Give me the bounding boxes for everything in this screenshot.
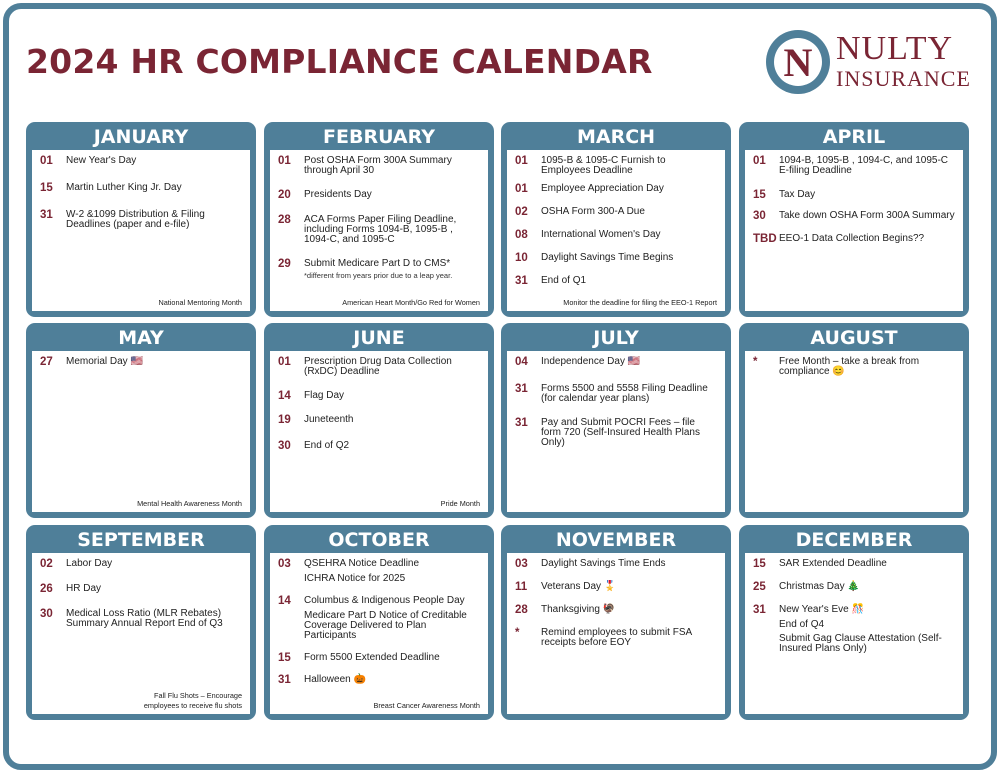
event-date: 01 (278, 356, 291, 368)
month-name: SEPTEMBER (77, 529, 205, 551)
month-name: NOVEMBER (555, 529, 677, 551)
event-label: Take down OSHA Form 300A Summary (779, 210, 955, 221)
logo-letter: N (774, 38, 822, 86)
event-date: 02 (515, 206, 528, 218)
event-row (753, 357, 955, 377)
event-date: * (753, 356, 758, 368)
event-label: Employee Appreciation Day (541, 183, 664, 194)
month-name: MAY (118, 327, 164, 349)
event-date: 01 (40, 155, 53, 167)
month-events (32, 351, 250, 512)
event-text (66, 183, 242, 193)
event-label: New Year's Eve 🎊 (779, 604, 864, 615)
event-text (541, 253, 717, 263)
nulty-insurance-logo (766, 30, 970, 96)
event-text (779, 634, 955, 654)
event-text (66, 559, 242, 569)
event-row (515, 276, 717, 287)
event-date: 10 (515, 252, 528, 264)
month-card-may (26, 323, 256, 518)
event-row (515, 628, 717, 648)
event-label: Daylight Savings Time Begins (541, 252, 674, 263)
event-date: 28 (278, 214, 291, 226)
event-label: Thanksgiving 🦃 (541, 604, 616, 615)
month-events (507, 150, 725, 311)
event-label: 1095-B & 1095-C Furnish to Employees Deadline (541, 155, 666, 176)
event-label: HR Day (66, 583, 102, 594)
page-title: 2024 HR COMPLIANCE CALENDAR (26, 42, 653, 81)
event-text (541, 582, 717, 592)
event-row (515, 582, 717, 593)
month-events (745, 553, 963, 714)
event-row (515, 230, 717, 241)
event-row (753, 634, 955, 654)
event-text (541, 207, 717, 217)
month-observance: Monitor the deadline for filing the EEO-1 Report (563, 297, 717, 307)
event-label: Prescription Drug Data Collection (RxDC) Deadline (304, 356, 452, 377)
month-events (32, 553, 250, 714)
event-text (541, 230, 717, 240)
event-text (541, 628, 717, 648)
event-label: QSEHRA Notice Deadline (304, 558, 420, 569)
event-label: Form 5500 Extended Deadline (304, 652, 440, 663)
month-observance: National Mentoring Month (158, 297, 242, 307)
event-date: 31 (515, 383, 528, 395)
month-observance: Pride Month (440, 498, 480, 508)
month-events (270, 150, 488, 311)
month-name: JUNE (353, 327, 405, 349)
event-text (541, 276, 717, 286)
event-text (779, 605, 955, 615)
event-date: 15 (278, 652, 291, 664)
month-events (507, 351, 725, 512)
event-date: 20 (278, 189, 291, 201)
event-label: Martin Luther King Jr. Day (66, 182, 182, 193)
event-date: 15 (753, 558, 766, 570)
month-events (745, 150, 963, 311)
event-label: Medicare Part D Notice of Creditable Coverage Delivered to Plan Participants (304, 610, 467, 641)
event-date: 28 (515, 604, 528, 616)
month-card-june (264, 323, 494, 518)
month-events (270, 351, 488, 512)
event-row (278, 441, 480, 452)
event-row (278, 259, 480, 281)
event-text (66, 210, 242, 230)
month-card-october (264, 525, 494, 720)
event-text (304, 391, 480, 401)
event-row (278, 559, 480, 570)
event-label: Flag Day (304, 390, 345, 401)
event-text (541, 559, 717, 569)
month-events (507, 553, 725, 714)
event-label: Free Month – take a break from compliance 😊 (779, 356, 920, 377)
event-text (304, 190, 480, 200)
event-row (40, 559, 242, 570)
event-row (278, 190, 480, 201)
event-row (515, 184, 717, 195)
event-text (541, 357, 717, 367)
event-date: 01 (278, 155, 291, 167)
event-text (779, 582, 955, 592)
event-date: 03 (278, 558, 291, 570)
event-label: Medical Loss Ratio (MLR Rebates) Summary Annual Report End of Q3 (66, 608, 223, 629)
event-label: Post OSHA Form 300A Summary through April 30 (304, 155, 452, 176)
month-observance: Mental Health Awareness Month (137, 498, 242, 508)
event-date: 31 (40, 209, 53, 221)
event-row (753, 211, 955, 222)
event-date: 14 (278, 390, 291, 402)
event-date: 14 (278, 595, 291, 607)
logo-circle-icon (766, 30, 830, 94)
month-observance: Breast Cancer Awareness Month (373, 700, 480, 710)
event-label: Independence Day 🇺🇸 (541, 356, 641, 367)
event-text (304, 156, 480, 176)
month-observance: American Heart Month/Go Red for Women (342, 297, 480, 307)
event-note: *different from years prior due to a leap year. (304, 271, 453, 280)
month-card-march (501, 122, 731, 317)
event-date: 25 (753, 581, 766, 593)
event-label: Tax Day (779, 189, 816, 200)
event-label: Presidents Day (304, 189, 372, 200)
event-label: Columbus & Indigenous People Day (304, 595, 465, 606)
month-name: APRIL (822, 126, 886, 148)
event-label: Submit Medicare Part D to CMS* (304, 258, 451, 269)
event-text (66, 584, 242, 594)
event-date: TBD (753, 233, 777, 245)
event-text (779, 190, 955, 200)
event-text (304, 596, 480, 606)
event-row (278, 653, 480, 664)
event-date: 04 (515, 356, 528, 368)
event-date: 01 (515, 183, 528, 195)
event-row (515, 384, 717, 404)
event-text (304, 215, 480, 245)
event-text (304, 441, 480, 451)
event-label: Juneteenth (304, 414, 354, 425)
event-text (541, 384, 717, 404)
event-date: 02 (40, 558, 53, 570)
event-date: 31 (515, 417, 528, 429)
event-date: 30 (40, 608, 53, 620)
event-row (40, 357, 242, 368)
event-date: 30 (753, 210, 766, 222)
event-text (541, 418, 717, 448)
event-text (304, 653, 480, 663)
event-label: ACA Forms Paper Filing Deadline, including Forms 1094-B, 1095-B , 1094-C, and 1095-C (304, 214, 457, 245)
event-row (278, 215, 480, 245)
event-row (515, 253, 717, 264)
event-row (515, 207, 717, 218)
event-date: 30 (278, 440, 291, 452)
event-text (541, 605, 717, 615)
event-text (779, 559, 955, 569)
month-name: MARCH (576, 126, 656, 148)
month-card-february (264, 122, 494, 317)
event-row (278, 156, 480, 176)
month-observance: Fall Flu Shots – Encourage employees to receive flu shots (143, 691, 242, 710)
event-label: ICHRA Notice for 2025 (304, 573, 406, 584)
event-date: * (515, 627, 520, 639)
event-label: Daylight Savings Time Ends (541, 558, 666, 569)
event-text (779, 211, 955, 221)
event-text (304, 415, 480, 425)
event-row (278, 611, 480, 641)
event-text (304, 559, 480, 569)
event-date: 31 (515, 275, 528, 287)
month-card-november (501, 525, 731, 720)
logo-line-1: NULTY (836, 30, 954, 67)
event-row (515, 418, 717, 448)
event-row (515, 605, 717, 616)
event-row (278, 391, 480, 402)
month-card-january (26, 122, 256, 317)
event-date: 03 (515, 558, 528, 570)
event-label: Pay and Submit POCRI Fees – file form 720 (Self-Insured Health Plans Only) (541, 417, 700, 448)
event-text (779, 357, 955, 377)
event-text (779, 156, 955, 176)
event-row (753, 620, 955, 630)
month-name: DECEMBER (795, 529, 913, 551)
event-row (278, 415, 480, 426)
event-date: 26 (40, 583, 53, 595)
event-row (753, 582, 955, 593)
month-name: AUGUST (810, 327, 898, 349)
event-label: Veterans Day 🎖️ (541, 581, 617, 592)
event-row (753, 190, 955, 201)
event-text (779, 620, 955, 630)
event-date: 01 (753, 155, 766, 167)
event-label: Halloween 🎃 (304, 674, 366, 685)
event-date: 08 (515, 229, 528, 241)
event-label: End of Q2 (304, 440, 350, 451)
month-card-july (501, 323, 731, 518)
event-row (753, 605, 955, 616)
month-events (270, 553, 488, 714)
event-row (278, 357, 480, 377)
event-text (66, 357, 242, 367)
event-label: OSHA Form 300-A Due (541, 206, 645, 217)
month-card-september (26, 525, 256, 720)
event-label: Remind employees to submit FSA receipts before EOY (541, 627, 692, 648)
event-label: SAR Extended Deadline (779, 558, 887, 569)
event-text (779, 234, 955, 244)
event-row (515, 357, 717, 368)
event-date: 11 (515, 581, 528, 593)
event-row (753, 156, 955, 176)
event-row (278, 596, 480, 607)
event-row (278, 574, 480, 584)
event-label: End of Q1 (541, 275, 587, 286)
event-date: 29 (278, 258, 291, 270)
event-date: 31 (753, 604, 766, 616)
event-label: Forms 5500 and 5558 Filing Deadline (for calendar year plans) (541, 383, 708, 404)
event-text (304, 675, 480, 685)
event-date: 27 (40, 356, 53, 368)
event-row (40, 609, 242, 629)
event-label: International Women's Day (541, 229, 661, 240)
event-date: 01 (515, 155, 528, 167)
month-events (745, 351, 963, 512)
event-label: W-2 &1099 Distribution & Filing Deadlines (paper and e-file) (66, 209, 205, 230)
month-name: JANUARY (93, 126, 189, 148)
month-name: OCTOBER (328, 529, 430, 551)
event-label: EEO-1 Data Collection Begins?? (779, 233, 925, 244)
month-events (32, 150, 250, 311)
event-text (541, 156, 717, 176)
event-row (753, 234, 955, 245)
event-label: Memorial Day 🇺🇸 (66, 356, 143, 367)
event-text (304, 611, 480, 641)
month-name: FEBRUARY (323, 126, 435, 148)
event-label: 1094-B, 1095-B , 1094-C, and 1095-C E-filing Deadline (779, 155, 948, 176)
event-row (515, 559, 717, 570)
event-row (515, 156, 717, 176)
event-row (40, 156, 242, 167)
month-card-december (739, 525, 969, 720)
logo-line-2: INSURANCE (836, 66, 971, 91)
event-label: Labor Day (66, 558, 113, 569)
event-row (40, 584, 242, 595)
event-row (753, 559, 955, 570)
event-date: 15 (40, 182, 53, 194)
event-text (66, 156, 242, 166)
event-text (66, 609, 242, 629)
event-row (40, 210, 242, 230)
event-label: Submit Gag Clause Attestation (Self-Insured Plans Only) (779, 633, 942, 654)
event-date: 19 (278, 414, 291, 426)
event-label: End of Q4 (779, 619, 825, 630)
event-date: 31 (278, 674, 291, 686)
event-text (304, 574, 480, 584)
month-card-april (739, 122, 969, 317)
event-text (304, 259, 480, 281)
event-date: 15 (753, 189, 766, 201)
event-label: New Year's Day (66, 155, 137, 166)
event-row (40, 183, 242, 194)
event-text (541, 184, 717, 194)
month-card-august (739, 323, 969, 518)
event-label: Christmas Day 🎄 (779, 581, 860, 592)
month-name: JULY (593, 327, 639, 349)
event-row (278, 675, 480, 686)
event-text (304, 357, 480, 377)
